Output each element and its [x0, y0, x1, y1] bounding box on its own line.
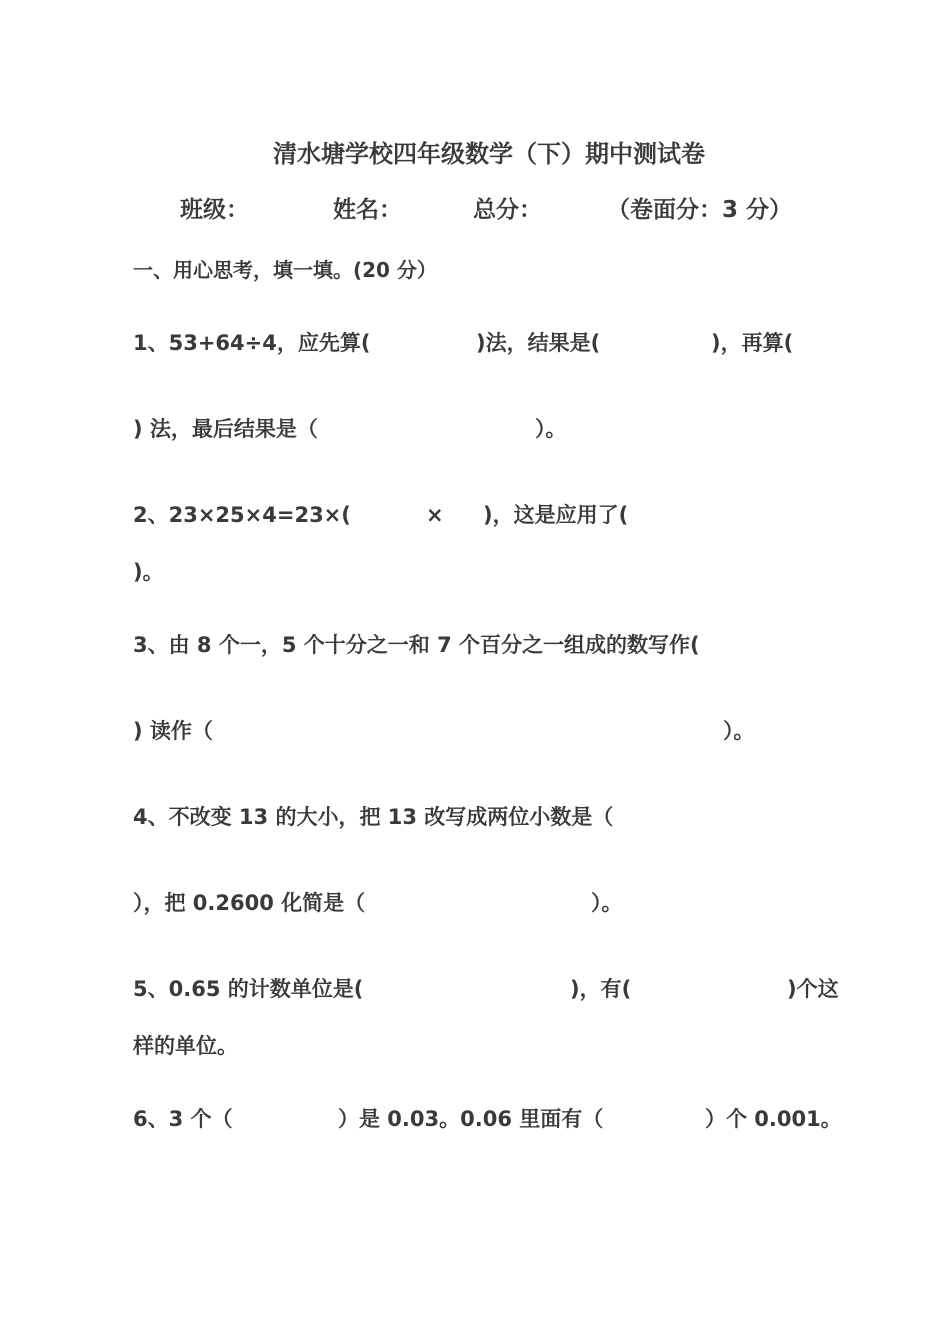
q3-text-c: ）。 — [723, 719, 755, 743]
question-4-line-1: 4、不改变 13 的大小，把 13 改写成两位小数是（ — [133, 805, 614, 829]
section-heading: 一、用心思考，填一填。(20 分） — [133, 258, 437, 282]
q6-text-b: ）是 0.03。0.06 里面有（ — [338, 1107, 604, 1131]
q2-text-c: )，这是应用了( — [483, 503, 629, 527]
question-5-line-2: 样的单位。 — [133, 1034, 238, 1058]
q3-text-b: ) 读作（ — [133, 719, 213, 743]
q2-times-sign: × — [426, 503, 444, 527]
q4-text-b: ），把 0.2600 化简是（ — [133, 891, 366, 915]
q1-text-e: ）。 — [535, 417, 567, 441]
q1-text-d: ) 法，最后结果是（ — [133, 417, 318, 441]
page-title: 清水塘学校四年级数学（下）期中测试卷 — [273, 140, 705, 168]
name-label: 姓名： — [333, 197, 402, 223]
q5-text-b: )，有( — [570, 977, 632, 1001]
q6-text-c: ）个 0.001。 — [705, 1107, 842, 1131]
class-label: 班级： — [180, 197, 249, 223]
q1-text-a: 1、53+64÷4，应先算( — [133, 331, 371, 355]
total-score-label: 总分： — [473, 197, 542, 223]
question-3-line-1: 3、由 8 个一，5 个十分之一和 7 个百分之一组成的数写作( — [133, 633, 700, 657]
question-2-line-2: )。 — [133, 560, 164, 584]
q4-text-c: ）。 — [591, 891, 623, 915]
q5-text-c: )个这 — [787, 977, 839, 1001]
q1-text-b: )法，结果是( — [476, 331, 601, 355]
q2-text-a: 2、23×25×4=23×( — [133, 503, 351, 527]
q1-text-c: )，再算( — [711, 331, 794, 355]
q5-text-a: 5、0.65 的计数单位是( — [133, 977, 364, 1001]
q6-text-a: 6、3 个（ — [133, 1107, 233, 1131]
neatness-score-label: （卷面分：3 分） — [607, 197, 793, 223]
